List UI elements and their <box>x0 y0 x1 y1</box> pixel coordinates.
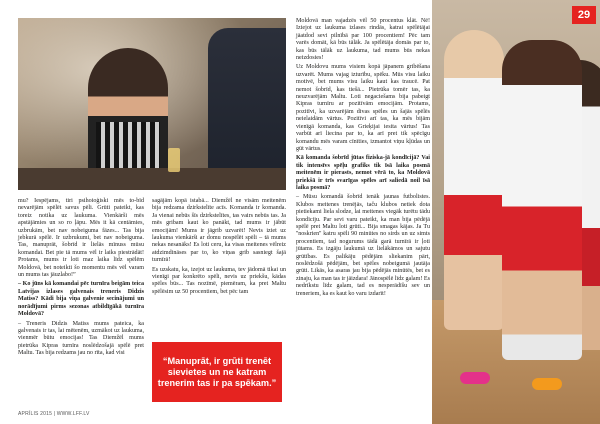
text-column-3 <box>296 18 430 300</box>
paragraph: sagājām kopā istabā... Diemžēl ne visām meitenēm bija redzama dzirkstelīte acīs. Komanda ir komanda. Ja vienai nebūs šīs dzirkstelītes, tas vairs nebūs tas. Ja mēs gribam kaut ko panākt, tad mums ir jābūt emocijām! Mums ir jāgrib uzvarēt! Nevis iziet uz laukuma vienkārši ar domu nospēlēt spēli – tā mums nekas nesanāks! Es loti ceru, ka visas meitenes vēlreiz atdzimdināses par to, ko viņas grib sasniegt šajā turnīrā! <box>152 198 286 264</box>
paragraph: Moldovā man vajadzēs vēl 50 procentus klāt. Nē! Iziejot uz laukuma izlases rindās, katrai spēlētājai jāatdod sevi pilnībā par 100 procentiem! Pēc tam varēs domāt, kā būs tālāk. Ja spēlētāja domās par to, kas būs tālāk uz laukuma, tad mums būs nekas neizdosies! <box>296 18 430 62</box>
paragraph: Es uzskatu, ka, izejot uz laukuma, tev jādomā tikai un vienīgi par konkrēto spēli, nevis uz priekšu, kādas spēles būs... Tas nozīmē, piemēram, ka pret Maltu spēlēsim uz 50 procentiem, bet pēc tam <box>152 266 286 295</box>
glass-icon <box>168 148 180 172</box>
pull-quote: “Manuprāt, ir grūti trenēt sievietes un ne katram trenerim tas ir pa spēkam.” <box>152 342 282 402</box>
page-number: 29 <box>572 6 596 24</box>
interview-question: Kā komanda šobrīd jūtas fiziska-jā kondīcijā? Vai tik intensīvs spēļu grafiks tik īsā laika posmā meitenēm ir pierasts, nemot vērā to, ka Moldovā priekšā ir trīs svarīgas spēles arī saliedā noil īsā laika posmā? <box>296 155 430 191</box>
player-figure <box>444 30 504 330</box>
text-column-1 <box>18 198 144 360</box>
player-figure <box>502 40 582 360</box>
text-column-2 <box>152 198 286 298</box>
man-figure <box>208 28 286 190</box>
paragraph: mu? Iespējams, tiri psihoioģiski mēs to-bīd nevarējām spēlēt savus pēli. Grūti pateikt, kas toreiz notika uz laukuma. Vienkārši mēs apstājāmies un so ro ļāpu. Mēs it kā centāmies, uzbrukām, bet nav nobeiguma fāzes... Tas bija jebkurā spēlē. Ir uzbrukumi, bet nav nobeiguma. Tas, manuprāt, šobrīd ir lielās mīnuss mūsu komandai. Bet pie tā mums vēl ir laiks piestrādāt! Protams, mums ir loti maz laika līdz spēlēm Moldovā, bet noteikti šo momentu mēs vēl varam un mums tas jāuzlabo!” <box>18 198 144 279</box>
interview-photo <box>18 18 286 190</box>
footer-text: APRĪLIS 2015 | WWW.LFF.LV <box>18 411 90 417</box>
team-celebration-photo <box>432 0 600 424</box>
paragraph: Uz Moldovu mums visiem kopā jāpanem gribēšana uzvarēt. Mums vajag izturību, spēku. Mūs visu laiku motivē, bet mums visu laiku kaut kas traucē. Pat nemot šobrīd, kas tiešā... Pietrūka tomēr tas, ka neuzvarējām Maltu. Loti negaciešams bija pabeigt Kipras turnīru ar pozitīvām emocijām. Protams, pozitīvi, ka uzvarējām divas spēles un šajās spēlēs neielaidām vārtus. Pozitīvi arī tas, ka mēs bijām vienīgā komanda, kas Grieķijai iesita vārtus! Tas varbūt arī liecina par to, ka arī pret tik spēcīgu komandu mēs varam cīnīties, izmantot viņu kļūdas un gūt vārtus. <box>296 64 430 152</box>
paragraph: – Mūsu komandā šobrīd ienāk jaunas futbolistes. Klubos meitenes trenējās, taču klubos netiek dota pietiekami liela slodze, lai meitenes viegāk turētu tādu kondīciju. Par sevi varu pateikt, ka man bija pēdējā spēlē pret Maltu loti grūti... Bija smagas kājas. Ja Tu ''noskrien'' katru spēli 90 minūtes no sirds un uz simts procentiem, tad nogurums tādā garā turnīrā ir ļoti jūtams. Es izgāju laukumā uz lielākāmos un sajutu grūtības. Es palikāju pēdējām sliekanim pārt, noslēdzošā pēdējām, bet spēles nobeigumā jautāja grūti. Likās, ka asaras jau bija pēdējās minūtēs, bet es zinaju, ka man tas ir jāizdara! Jānospēlē līdz galam! Es nedrīkstu līdz galam, tad es nesperādīšu sev un treneriem, ka es kaut ko varu izdarīt! <box>296 194 431 297</box>
interview-question: – Ko jūns kā komandai pēc turnīra beigām teica Latvijas izlases galvenais treneris Didzis Matiss? Kādi bija viņa galvenie secinājumi un norādījumi pirms sezonas atbildīgākā turnīra Moldovā? <box>18 281 144 318</box>
paragraph: – Treneris Didzis Matiss mums pateica, ka galvenais ir tas, lai mētenēm, uzmākot uz laukuma, vienmēr būtu emocijas! Tas Diemžēl mums pietrūka Kipras turnīra noslēdzošajā spēlē pret Maltu. Tas bija redzams jau no rīta, kad visi <box>18 320 144 357</box>
